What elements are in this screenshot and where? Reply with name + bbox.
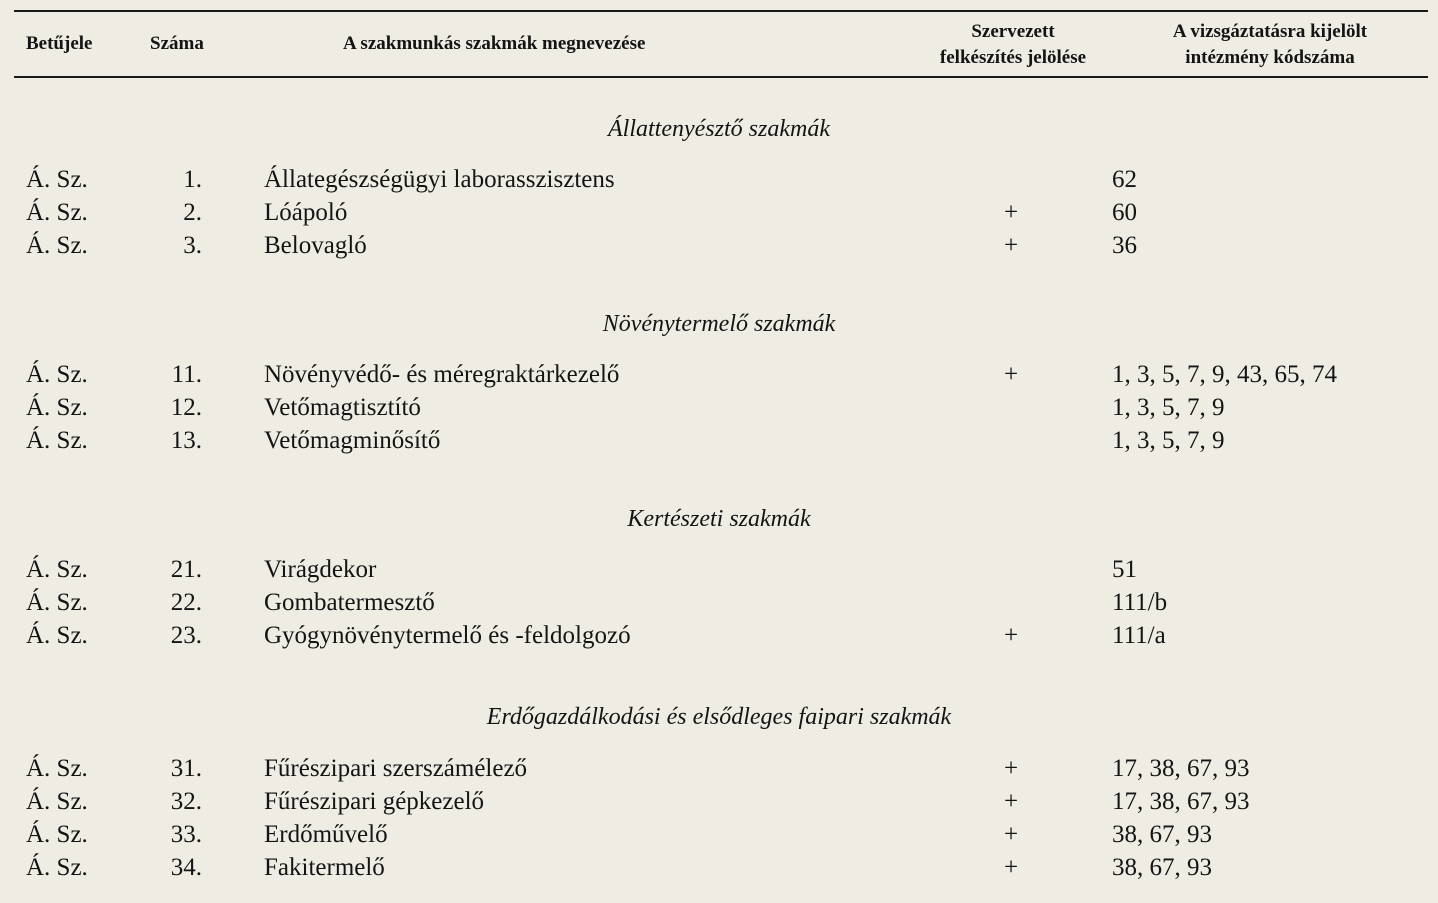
table-row <box>0 196 1438 230</box>
row-name: Vetőmagminősítő <box>264 427 441 454</box>
table-row <box>0 424 1438 458</box>
row-number: 33. <box>170 821 202 848</box>
table-row <box>0 619 1438 653</box>
header-name: A szakmunkás szakmák megnevezése <box>343 33 646 54</box>
table-row <box>0 553 1438 587</box>
row-name: Gyógynövénytermelő és -feldolgozó <box>264 622 631 649</box>
table-row <box>0 785 1438 819</box>
row-code: Á. Sz. <box>26 821 88 848</box>
row-number: 3. <box>183 232 202 259</box>
row-number: 32. <box>170 788 202 815</box>
row-code: Á. Sz. <box>26 788 88 815</box>
table-row <box>0 586 1438 620</box>
row-number: 12. <box>170 394 202 421</box>
row-code: Á. Sz. <box>26 166 88 193</box>
header-rule <box>14 76 1428 78</box>
row-institution: 62 <box>1112 166 1137 193</box>
row-code: Á. Sz. <box>26 589 88 616</box>
header-number: Száma <box>150 33 204 54</box>
row-number: 11. <box>171 361 202 388</box>
row-number: 22. <box>170 589 202 616</box>
row-institution: 111/b <box>1112 589 1168 616</box>
row-name: Állategészségügyi laborasszisztens <box>264 166 615 193</box>
row-name: Belovagló <box>264 232 367 259</box>
row-institution: 60 <box>1112 199 1137 226</box>
table-row <box>0 229 1438 263</box>
header-prep-line1: Szervezett <box>971 21 1055 42</box>
row-institution: 1, 3, 5, 7, 9, 43, 65, 74 <box>1112 361 1337 388</box>
row-prep-mark: + <box>1003 755 1019 782</box>
row-institution: 38, 67, 93 <box>1112 854 1212 881</box>
row-prep-mark: + <box>1003 788 1019 815</box>
row-number: 23. <box>170 622 202 649</box>
row-number: 13. <box>170 427 202 454</box>
header-inst-line1: A vizsgáztatásra kijelölt <box>1172 21 1368 42</box>
row-code: Á. Sz. <box>26 854 88 881</box>
row-institution: 1, 3, 5, 7, 9 <box>1112 427 1225 454</box>
table-row <box>0 358 1438 392</box>
row-institution: 38, 67, 93 <box>1112 821 1212 848</box>
row-prep-mark: + <box>1003 361 1019 388</box>
row-name: Lóápoló <box>264 199 348 226</box>
row-prep-mark: + <box>1003 821 1019 848</box>
table-row <box>0 391 1438 425</box>
row-institution: 36 <box>1112 232 1137 259</box>
row-name: Erdőművelő <box>264 821 388 848</box>
row-institution: 51 <box>1112 556 1137 583</box>
table-row <box>0 163 1438 197</box>
section-title: Állattenyésztő szakmák <box>608 116 830 142</box>
row-code: Á. Sz. <box>26 361 88 388</box>
header-code: Betűjele <box>26 33 93 54</box>
row-code: Á. Sz. <box>26 394 88 421</box>
row-name: Fűrészipari szerszámélező <box>264 755 528 782</box>
table-row <box>0 851 1438 885</box>
row-name: Gombatermesztő <box>264 589 435 616</box>
row-code: Á. Sz. <box>26 755 88 782</box>
row-code: Á. Sz. <box>26 232 88 259</box>
header-inst-line2: intézmény kódszáma <box>1185 47 1355 68</box>
section-title: Növénytermelő szakmák <box>602 311 836 337</box>
row-code: Á. Sz. <box>26 427 88 454</box>
section-title: Kertészeti szakmák <box>627 506 811 532</box>
row-prep-mark: + <box>1003 199 1019 226</box>
row-institution: 17, 38, 67, 93 <box>1112 788 1250 815</box>
header-prep-line2: felkészítés jelölése <box>939 47 1087 68</box>
section-title: Erdőgazdálkodási és elsődleges faipari szakmák <box>486 704 952 730</box>
row-institution: 1, 3, 5, 7, 9 <box>1112 394 1225 421</box>
row-name: Virágdekor <box>264 556 377 583</box>
row-name: Fakitermelő <box>264 854 385 881</box>
row-institution: 17, 38, 67, 93 <box>1112 755 1250 782</box>
row-number: 31. <box>170 755 202 782</box>
row-number: 1. <box>183 166 202 193</box>
row-prep-mark: + <box>1003 854 1019 881</box>
row-code: Á. Sz. <box>26 556 88 583</box>
row-institution: 111/a <box>1112 622 1166 649</box>
top-rule <box>14 10 1428 12</box>
row-number: 21. <box>170 556 202 583</box>
table-row <box>0 752 1438 786</box>
row-name: Vetőmagtisztító <box>264 394 421 421</box>
row-prep-mark: + <box>1003 622 1019 649</box>
row-code: Á. Sz. <box>26 622 88 649</box>
row-number: 34. <box>170 854 202 881</box>
row-prep-mark: + <box>1003 232 1019 259</box>
table-row <box>0 818 1438 852</box>
row-code: Á. Sz. <box>26 199 88 226</box>
row-name: Növényvédő- és méregraktárkezelő <box>264 361 620 388</box>
row-number: 2. <box>183 199 202 226</box>
row-name: Fűrészipari gépkezelő <box>264 788 485 815</box>
